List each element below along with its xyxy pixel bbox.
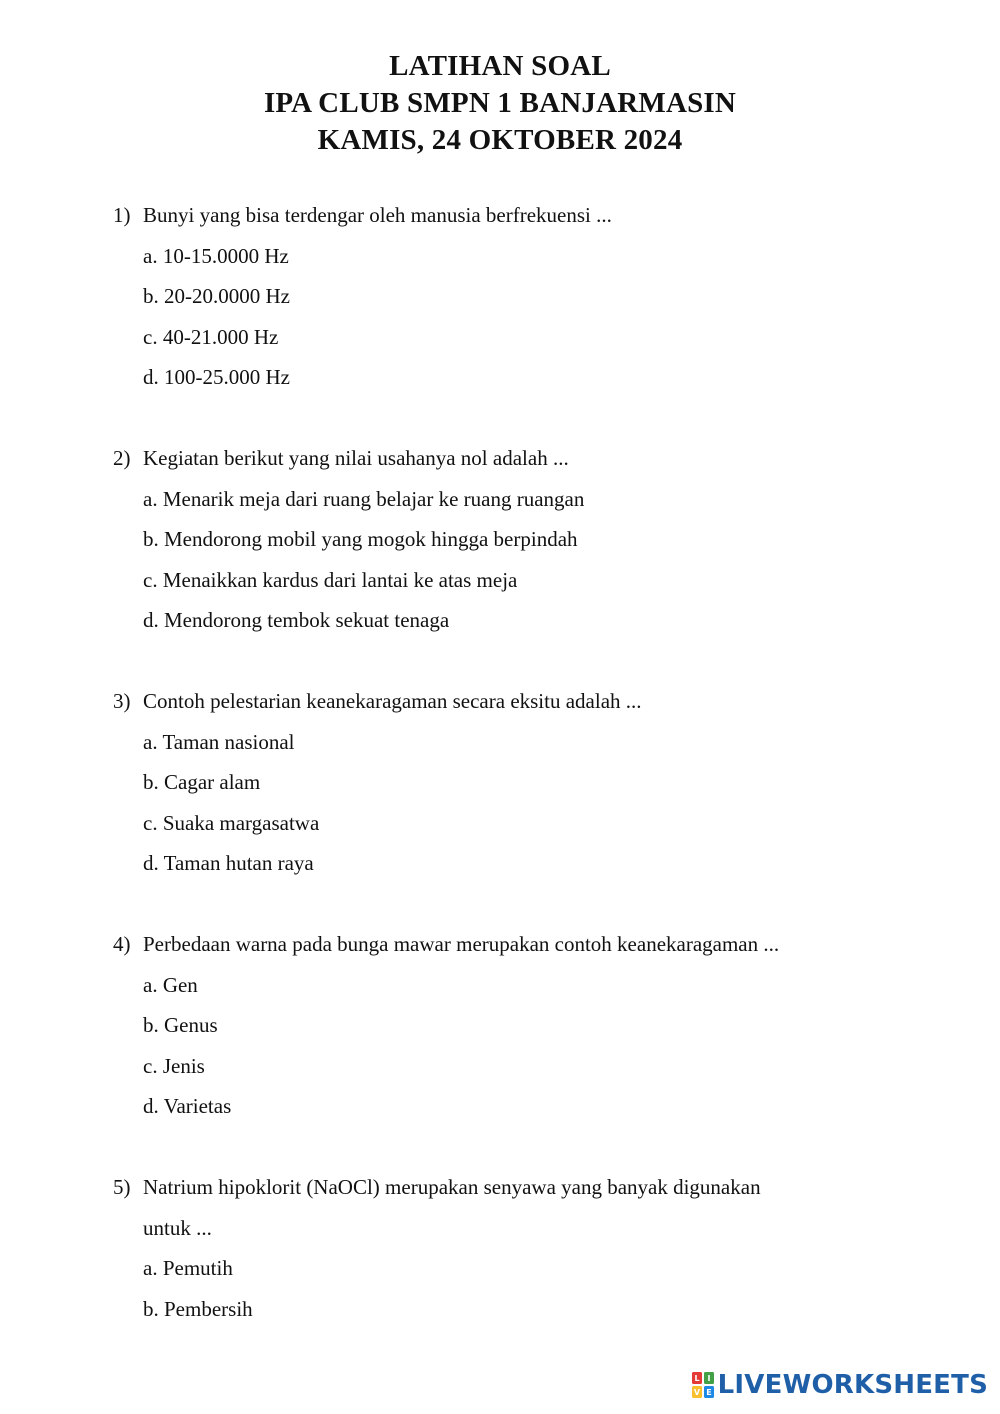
question-list xyxy=(113,195,893,1370)
question-number: 4) xyxy=(113,932,131,956)
question-number: 2) xyxy=(113,446,131,470)
option-c[interactable]: c. Menaikkan kardus dari lantai ke atas meja xyxy=(143,567,518,592)
question-text: Bunyi yang bisa terdengar oleh manusia berfrekuensi ... xyxy=(143,203,612,227)
option-c[interactable]: c. Jenis xyxy=(143,1053,205,1078)
option-d[interactable]: d. 100-25.000 Hz xyxy=(143,365,290,389)
option-c[interactable]: c. Suaka margasatwa xyxy=(143,810,320,835)
header-title: LATIHAN SOAL xyxy=(389,50,611,82)
question-text: Perbedaan warna pada bunga mawar merupakan contoh keanekaragaman ... xyxy=(143,932,780,956)
option-d[interactable]: d. Mendorong tembok sekuat tenaga xyxy=(143,608,450,632)
question-text: Natrium hipoklorit (NaOCl) merupakan senyawa yang banyak digunakan xyxy=(143,1175,761,1199)
question-3 xyxy=(113,681,893,884)
question-text: Contoh pelestarian keanekaragaman secara eksitu adalah ... xyxy=(143,689,642,713)
question-1 xyxy=(113,195,893,398)
logo-text: LIVEWORKSHEETS xyxy=(717,1370,988,1400)
option-a[interactable]: a. Menarik meja dari ruang belajar ke ruang ruangan xyxy=(143,486,585,511)
option-d[interactable]: d. Varietas xyxy=(143,1094,232,1118)
question-2 xyxy=(113,438,893,641)
option-b[interactable]: b. Pembersih xyxy=(143,1296,253,1321)
option-b[interactable]: b. Genus xyxy=(143,1013,218,1037)
svg-text:L: L xyxy=(694,1374,700,1383)
question-number: 1) xyxy=(113,203,131,227)
question-stem xyxy=(113,195,893,236)
question-text-continued: untuk ... xyxy=(143,1215,212,1240)
option-a[interactable]: a. Taman nasional xyxy=(143,729,295,754)
question-number: 3) xyxy=(113,689,131,713)
option-a[interactable]: a. 10-15.0000 Hz xyxy=(143,243,289,268)
header-school: IPA CLUB SMPN 1 BANJARMASIN xyxy=(263,87,737,119)
liveworksheets-logo-icon xyxy=(692,1372,714,1398)
option-b[interactable]: b. Cagar alam xyxy=(143,770,261,794)
option-b[interactable]: b. 20-20.0000 Hz xyxy=(143,284,290,308)
option-a[interactable]: a. Gen xyxy=(143,972,198,997)
question-number: 5) xyxy=(113,1175,131,1199)
svg-text:I: I xyxy=(707,1374,711,1383)
header-date: KAMIS, 24 OKTOBER 2024 xyxy=(317,124,683,156)
liveworksheets-logo xyxy=(692,1368,988,1402)
option-d[interactable]: d. Taman hutan raya xyxy=(143,851,314,875)
question-4 xyxy=(113,924,893,1127)
question-5 xyxy=(113,1167,893,1329)
svg-text:V: V xyxy=(693,1388,700,1397)
option-c[interactable]: c. 40-21.000 Hz xyxy=(143,324,279,349)
option-b[interactable]: b. Mendorong mobil yang mogok hingga berpindah xyxy=(143,527,578,551)
document-header xyxy=(0,48,1000,159)
question-stem xyxy=(113,924,893,965)
question-stem xyxy=(113,681,893,722)
svg-text:E: E xyxy=(705,1388,712,1397)
option-a[interactable]: a. Pemutih xyxy=(143,1256,233,1280)
question-text: Kegiatan berikut yang nilai usahanya nol adalah ... xyxy=(143,446,569,470)
question-stem xyxy=(113,1167,893,1208)
question-stem xyxy=(113,438,893,479)
